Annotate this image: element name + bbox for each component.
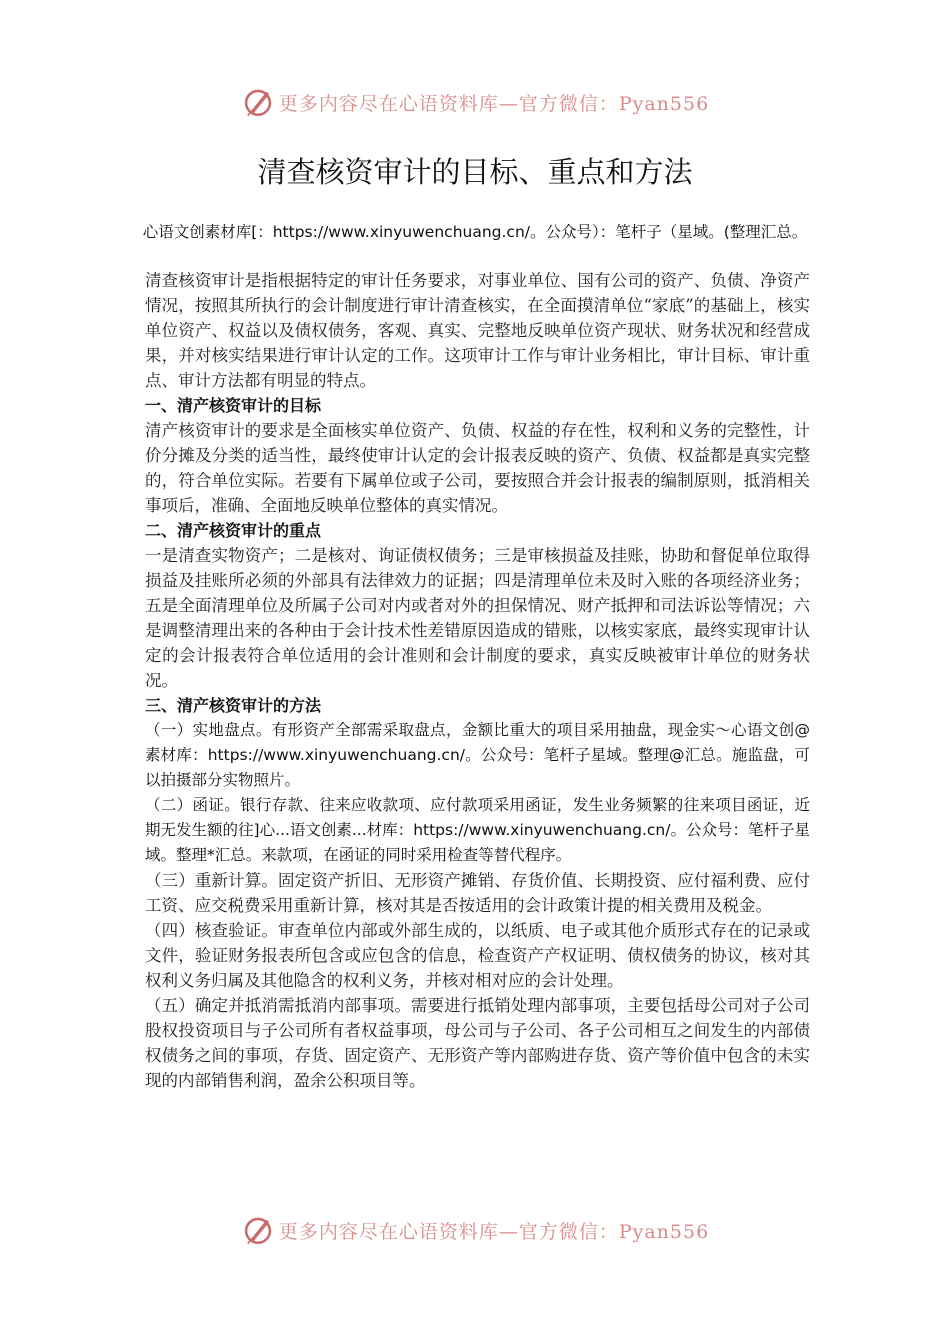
page-title: 清查核资审计的目标、重点和方法 — [257, 155, 693, 189]
banner-text: 更多内容尽在心语资料库—官方微信：Pyan556 — [278, 1220, 710, 1243]
banner-text: 更多内容尽在心语资料库—官方微信：Pyan556 — [278, 92, 710, 115]
method-item: （三）重新计算。固定资产折旧、无形资产摊销、存货价值、长期投资、应付福利费、应付工资、应交税费采用重新计算，核对其是否按适用的会计政策计提的相关费用及税金。 — [145, 871, 810, 915]
article-body — [145, 268, 810, 1093]
section-heading-goals: 一、清产核资审计的目标 — [145, 396, 322, 415]
section-heading-methods: 三、清产核资审计的方法 — [145, 696, 322, 715]
section-heading-focus: 二、清产核资审计的重点 — [145, 521, 322, 540]
quill-pen-circle-icon — [241, 1213, 275, 1247]
header-banner — [0, 82, 950, 122]
section-text-focus: 一是清查实物资产；二是核对、询证债权债务；三是审核损益及挂账，协助和督促单位取得损益及挂账所必须的外部具有法律效力的证据；四是清理单位未及时入账的各项经济业务；五是全面清理单位及所属子公司对内或者对外的担保情况、财产抵押和司法诉讼等情况；六是调整清理出来的各种由于会计技术性差错原因造成的错账，以核实家底，最终实现审计认定的会计报表符合单位适用的会计准则和会计制度的要求，真实反映被审计单位的财务状况。 — [145, 546, 810, 690]
source-line: 心语文创素材库[：https://www.xinyuwenchuang.cn/。公众号）：笔杆子（星域。(整理汇总。 — [142, 223, 808, 241]
method-item: （一）实地盘点。有形资产全部需采取盘点，金额比重大的项目采用抽盘，现金实～心语文创@素材库：https://www.xinyuwenchuang.cn/。公众号：笔杆子星域。整理@汇总。施监盘，可以拍摄部分实物照片。 — [145, 721, 810, 789]
section-text-goals: 清产核资审计的要求是全面核实单位资产、负债、权益的存在性，权利和义务的完整性，计价分摊及分类的适当性，最终使审计认定的会计报表反映的资产、负债、权益都是真实完整的，符合单位实际。若要有下属单位或子公司，要按照合并会计报表的编制原则，抵消相关事项后，准确、全面地反映单位整体的真实情况。 — [145, 421, 810, 515]
method-item: （五）确定并抵消需抵消内部事项。需要进行抵销处理内部事项，主要包括母公司对子公司股权投资项目与子公司所有者权益事项，母公司与子公司、各子公司相互之间发生的内部债权债务之间的事项，存货、固定资产、无形资产等内部购进存货、资产等价值中包含的未实现的内部销售利润，盈余公积项目等。 — [145, 996, 810, 1090]
method-item: （四）核查验证。审查单位内部或外部生成的，以纸质、电子或其他介质形式存在的记录或文件，验证财务报表所包含或应包含的信息，检查资产产权证明、债权债务的协议，核对其权利义务归属及其他隐含的权利义务，并核对相对应的会计处理。 — [145, 921, 810, 990]
quill-pen-circle-icon — [241, 85, 275, 119]
intro-paragraph: 清查核资审计是指根据特定的审计任务要求，对事业单位、国有公司的资产、负债、净资产情况，按照其所执行的会计制度进行审计清查核实，在全面摸清单位“家底”的基础上，核实单位资产、权益以及债权债务，客观、真实、完整地反映单位资产现状、财务状况和经营成果，并对核实结果进行审计认定的工作。这项审计工作与审计业务相比，审计目标、审计重点、审计方法都有明显的特点。 — [145, 271, 810, 390]
method-item: （二）函证。银行存款、往来应收款项、应付款项采用函证，发生业务频繁的往来项目函证，近期无发生额的往]心...语文创素...材库：https://www.xinyuwenchuang.cn/。公众号：笔杆子星域。整理*汇总。来款项，在函证的同时采用检查等替代程序。 — [145, 796, 810, 864]
footer-banner — [0, 1210, 950, 1250]
